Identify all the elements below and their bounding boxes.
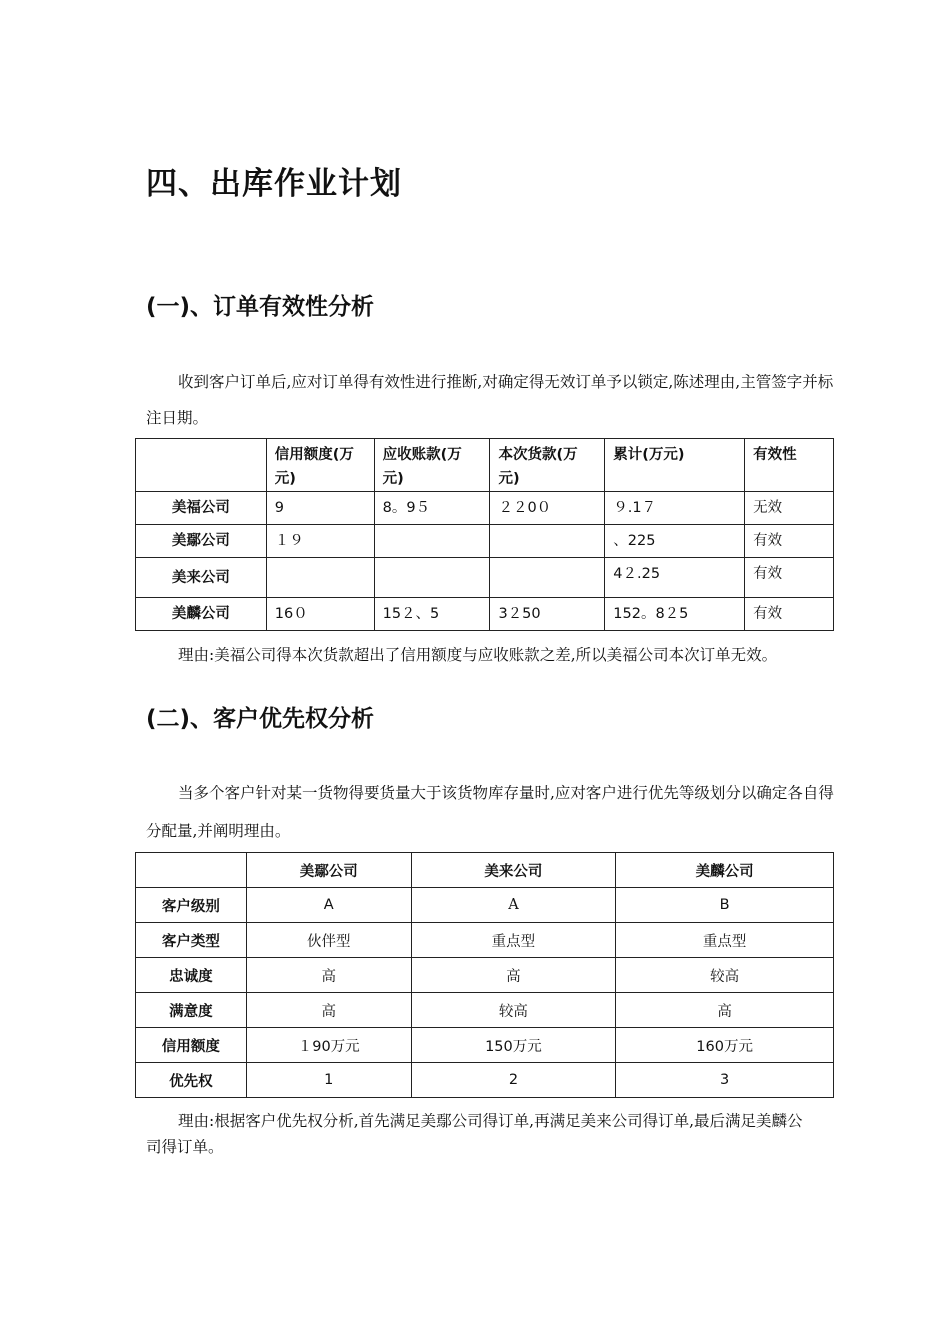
table-header-cell: 美来公司 <box>411 853 616 888</box>
table-row <box>136 492 834 525</box>
section1-intro: 收到客户订单后,应对订单得有效性进行推断,对确定得无效订单予以锁定,陈述理由,主管签字并标注日期。 <box>146 373 834 427</box>
table-row-label: 忠诚度 <box>136 958 247 993</box>
table-cell: 高 <box>246 958 411 993</box>
table-cell: １９ <box>266 525 374 558</box>
table-cell: ９.1７ <box>605 492 745 525</box>
table-cell: 有效 <box>745 598 834 631</box>
table-cell: 高 <box>411 958 616 993</box>
table-header-cell <box>136 439 267 492</box>
table-cell: 8。9５ <box>374 492 490 525</box>
table-cell: 较高 <box>411 993 616 1028</box>
table-cell: 2 <box>411 1063 616 1098</box>
table-cell: 较高 <box>616 958 834 993</box>
table-row-label: 客户类型 <box>136 923 247 958</box>
section-heading-customer-priority: (二)、客户优先权分析 <box>146 706 375 732</box>
table-row <box>136 525 834 558</box>
table-cell: 150万元 <box>411 1028 616 1063</box>
table-row <box>136 1028 834 1063</box>
table-header-cell: 有效性 <box>745 439 834 492</box>
table-cell: 152。8２5 <box>605 598 745 631</box>
table-row <box>136 993 834 1028</box>
table-cell: 重点型 <box>616 923 834 958</box>
table-header-cell: 美麟公司 <box>616 853 834 888</box>
table-cell: 3２50 <box>490 598 605 631</box>
table-row <box>136 1063 834 1098</box>
table-row-label: 满意度 <box>136 993 247 1028</box>
section2-intro: 当多个客户针对某一货物得要货量大于该货物库存量时,应对客户进行优先等级划分以确定各自得分配量,并阐明理由。 <box>146 784 834 840</box>
table-cell: 有效 <box>745 558 834 598</box>
table-cell: 高 <box>616 993 834 1028</box>
table-cell: 、225 <box>605 525 745 558</box>
table-cell: 高 <box>246 993 411 1028</box>
table-row <box>136 558 834 598</box>
table-cell: B <box>616 888 834 923</box>
table-cell: 3 <box>616 1063 834 1098</box>
table-cell: 16０ <box>266 598 374 631</box>
table-header-row <box>136 439 834 492</box>
table-cell: ２２0０ <box>490 492 605 525</box>
table-cell: 伙伴型 <box>246 923 411 958</box>
order-validity-table <box>135 438 834 631</box>
table-row-label: 信用额度 <box>136 1028 247 1063</box>
table-row-label: 美麟公司 <box>136 598 267 631</box>
table-header-cell: 美鄢公司 <box>246 853 411 888</box>
table-header-cell <box>136 853 247 888</box>
table-cell <box>490 525 605 558</box>
table-header-cell: 应收账款(万元) <box>374 439 490 492</box>
table-row-label: 优先权 <box>136 1063 247 1098</box>
table-cell: 1 <box>246 1063 411 1098</box>
table-row-label: 美来公司 <box>136 558 267 598</box>
table-header-cell: 累计(万元) <box>605 439 745 492</box>
table-row-label: 客户级别 <box>136 888 247 923</box>
table-header-row <box>136 853 834 888</box>
table-cell: 160万元 <box>616 1028 834 1063</box>
page-title: 四、出库作业计划 <box>146 166 402 202</box>
table-header-cell: 信用额度(万元) <box>266 439 374 492</box>
table-cell <box>374 525 490 558</box>
table-cell <box>490 558 605 598</box>
table-row-label: 美福公司 <box>136 492 267 525</box>
section1-reason: 理由:美福公司得本次货款超出了信用额度与应收账款之差,所以美福公司本次订单无效。 <box>178 646 778 664</box>
table-cell <box>266 558 374 598</box>
table-cell <box>374 558 490 598</box>
table-row <box>136 923 834 958</box>
table-cell: １90万元 <box>246 1028 411 1063</box>
table-cell: A <box>411 888 616 923</box>
section-heading-order-validity: (一)、订单有效性分析 <box>146 294 375 320</box>
table-row <box>136 888 834 923</box>
section2-reason: 理由:根据客户优先权分析,首先满足美鄢公司得订单,再满足美来公司得订单,最后满足美麟公司得订单。 <box>146 1112 803 1156</box>
table-cell: 4２.25 <box>605 558 745 598</box>
table-cell: 有效 <box>745 525 834 558</box>
table-cell: 无效 <box>745 492 834 525</box>
table-cell: 9 <box>266 492 374 525</box>
table-row <box>136 958 834 993</box>
table-cell: 15２、5 <box>374 598 490 631</box>
customer-priority-table <box>135 852 834 1098</box>
table-cell: 重点型 <box>411 923 616 958</box>
table-cell: A <box>246 888 411 923</box>
table-header-cell: 本次货款(万元) <box>490 439 605 492</box>
table-row-label: 美鄢公司 <box>136 525 267 558</box>
table-row <box>136 598 834 631</box>
